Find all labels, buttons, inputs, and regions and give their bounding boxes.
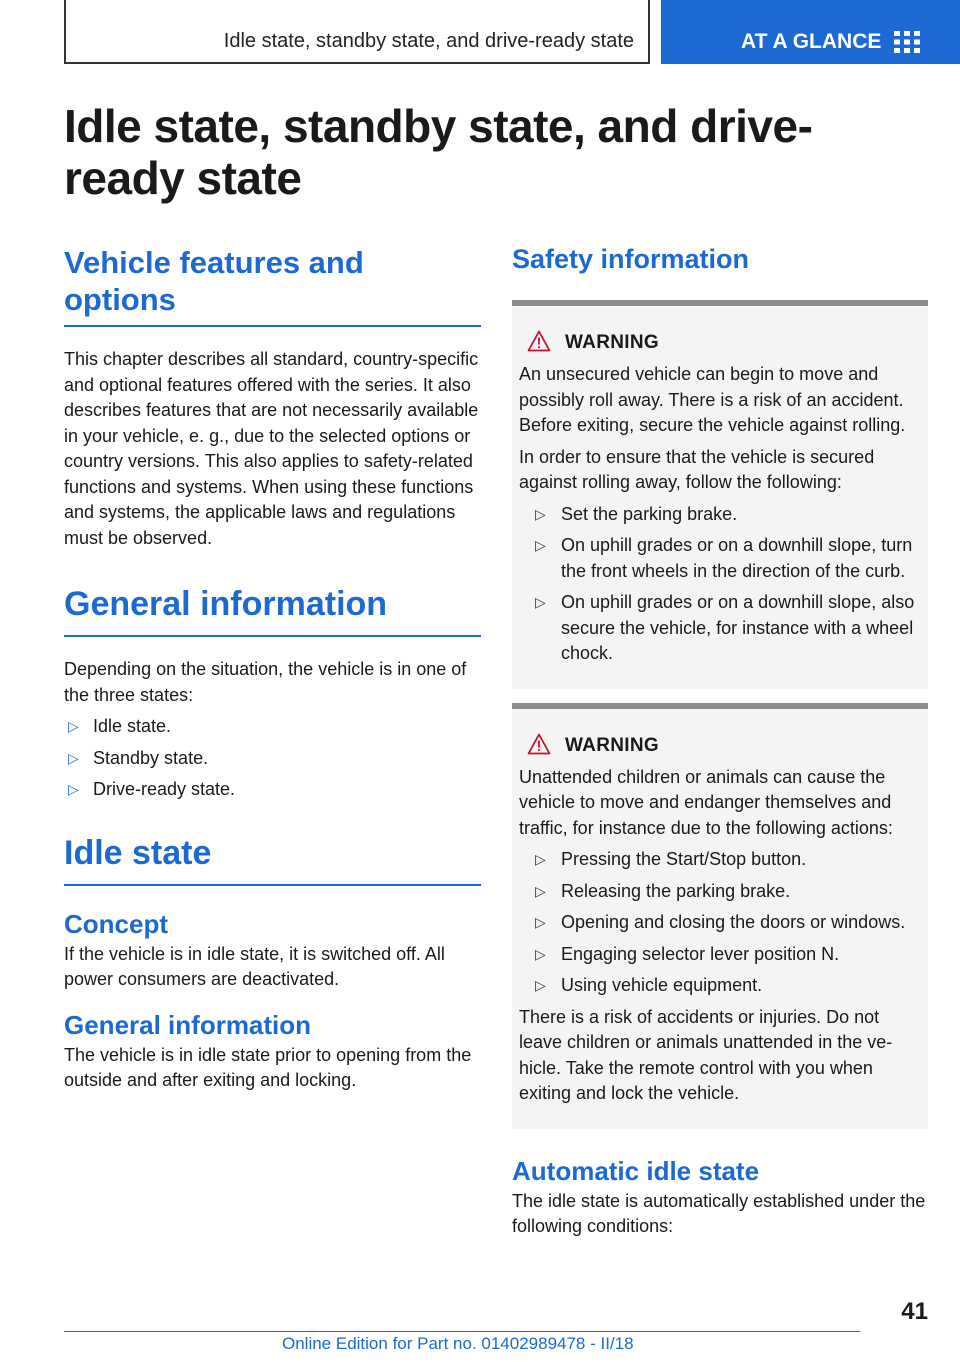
warning-text: Unattended children or animals can cause the vehicle to move and endanger themselves and traffic, for instance due to the following actions:: [519, 766, 893, 838]
triangle-bullet-icon: ▷: [68, 718, 79, 734]
warning-text: An unsecured vehicle can begin to move and possibly roll away. There is a risk of an accident. Before exiting, secure the vehicle against rolling.: [519, 364, 906, 435]
warning-header: [519, 733, 922, 759]
warning-list: [519, 502, 922, 667]
triangle-bullet-icon: ▷: [535, 537, 546, 553]
idle-general-body: The vehicle is in idle state prior to opening from the outside and after exiting and locking.: [64, 1044, 472, 1090]
idle-state-heading: Idle state: [64, 833, 481, 886]
warning-triangle-icon: [527, 330, 551, 352]
list-item: ▷ Standby state.: [64, 746, 481, 772]
header-section-box: [64, 0, 650, 64]
triangle-bullet-icon: ▷: [68, 781, 79, 797]
safety-information-heading: Safety information: [512, 244, 750, 274]
features-body: This chapter describes all standard, country-specific and optional features offered with the series. It also describes features that are not necessarily available in your vehicle, e. g., due to the selected options or country versions. This also applies to safety-related functions and systems. When using these functions and systems, the applicable laws and regulations must be observed.: [64, 349, 479, 548]
warning-list: [519, 847, 922, 999]
list-item: ▷ Engaging selector lever position N.: [519, 942, 922, 968]
list-item: ▷ Pressing the Start/Stop button.: [519, 847, 922, 873]
triangle-bullet-icon: ▷: [535, 882, 546, 899]
concept-body: If the vehicle is in idle state, it is switched off. All power consumers are deactivated.: [64, 943, 445, 989]
warning-text: There is a risk of accidents or injuries. Do not leave children or animals unattended in the vehicle. Take the remote control with you when exiting and lock the vehicle.: [519, 1006, 893, 1103]
triangle-bullet-icon: ▷: [535, 851, 546, 867]
right-column: [512, 242, 928, 1240]
triangle-bullet-icon: ▷: [535, 914, 546, 930]
triangle-bullet-icon: ▷: [535, 594, 546, 610]
list-item: ▷ Using vehicle equipment.: [519, 973, 922, 999]
triangle-bullet-icon: ▷: [535, 505, 546, 522]
page-number: 41: [901, 1298, 928, 1325]
header-section-title: Idle state, standby state, and drive-ready state: [223, 30, 634, 52]
at-a-glance-tab[interactable]: [661, 0, 960, 64]
list-item: ▷ On uphill grades or on a downhill slope, turn the front wheels in the direction of the curb.: [535, 535, 913, 581]
at-a-glance-label: AT A GLANCE: [741, 30, 882, 53]
concept-heading: Concept: [64, 908, 168, 939]
warning-box-children: [512, 703, 928, 1129]
list-item: ▷ Opening and closing the doors or windows.: [519, 910, 922, 936]
list-item: ▷ Drive-ready state.: [64, 777, 481, 803]
triangle-bullet-icon: ▷: [68, 749, 79, 766]
left-column: [64, 244, 481, 1094]
triangle-bullet-icon: ▷: [535, 977, 546, 993]
list-item: ▷ Set the parking brake.: [519, 502, 922, 528]
list-item: ▷ Releasing the parking brake.: [519, 879, 922, 905]
page-title: Idle state, standby state, and drive-ready state: [64, 100, 813, 204]
warning-triangle-icon: [527, 733, 551, 755]
warning-label: WARNING: [565, 734, 659, 756]
general-information-heading: General information: [64, 584, 481, 637]
grid-icon: [894, 31, 920, 53]
automatic-idle-body: The idle state is automatically established under the following conditions:: [512, 1190, 926, 1236]
warning-text: In order to ensure that the vehicle is secured against rolling away, follow the following:: [519, 446, 875, 492]
features-heading: Vehicle features and options: [64, 244, 481, 327]
idle-general-heading: General information: [64, 1009, 312, 1040]
footer-rule: [64, 1331, 860, 1332]
general-intro: Depending on the situation, the vehicle is in one of the three states:: [64, 659, 467, 705]
warning-header: [519, 330, 922, 356]
warning-box-rolling: [512, 300, 928, 689]
warning-label: WARNING: [565, 332, 659, 353]
online-edition-link[interactable]: Online Edition for Part no. 01402989478 - II/18: [282, 1334, 634, 1353]
list-item: ▷ On uphill grades or on a downhill slope, also secure the vehicle, for instance with a wheel chock.: [535, 592, 915, 663]
list-item: ▷ Idle state.: [64, 714, 481, 740]
states-list: [64, 714, 481, 803]
automatic-idle-state-heading: Automatic idle state: [512, 1155, 760, 1186]
triangle-bullet-icon: ▷: [535, 945, 546, 962]
